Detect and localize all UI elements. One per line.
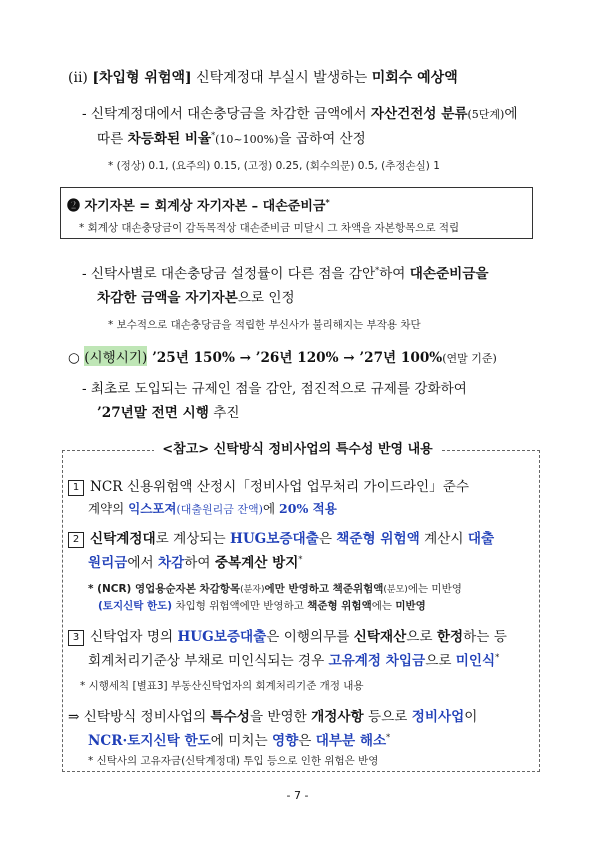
text: 하는 등	[463, 629, 507, 645]
ref-item-2	[68, 527, 494, 548]
text-blue: 원리금	[88, 555, 128, 571]
reference-title-wrap	[0, 438, 595, 457]
text-bold: ’27년말 전면 시행	[97, 405, 209, 421]
heading-bold-2: 미회수 예상액	[371, 70, 458, 86]
ref-item-1-line2	[88, 499, 337, 517]
item-number: 1	[68, 480, 84, 496]
text: 을 곱하여 산정	[278, 131, 366, 147]
text: 은	[318, 531, 337, 547]
text-bold: 차감한 금액을 자기자본	[97, 290, 238, 306]
text-bold: 신탁재산	[353, 629, 407, 645]
text-blue: 차감	[158, 555, 185, 571]
text: 에 미치는	[210, 733, 272, 749]
ref-item-2-note1	[88, 581, 462, 596]
text-bold: 대손준비금을	[409, 266, 489, 282]
text-blue: 책준형 위험액	[336, 531, 420, 547]
paragraph-line	[97, 127, 366, 147]
footnote-mark: *	[386, 733, 391, 742]
text-bold: 에만 반영하고	[264, 583, 333, 595]
conclusion-line2	[88, 729, 390, 749]
text-bold: 자산건전성 분류	[370, 106, 468, 122]
page-number: - 7 -	[286, 789, 309, 802]
text: 하여	[379, 266, 410, 282]
text-bold: 한정	[436, 629, 464, 645]
text-bold: 책준형 위험액	[307, 600, 372, 612]
text: 하여	[184, 555, 215, 571]
ref-item-3-line2	[88, 649, 499, 669]
footnote: * 보수적으로 대손충당금을 적립한 부신사가 불리해지는 부작용 차단	[108, 319, 421, 331]
text: 에는 미반영	[407, 583, 462, 595]
heading-prefix: (ii)	[68, 70, 93, 86]
text: 으로	[406, 629, 437, 645]
text-blue: 고유계정 차입금	[328, 653, 426, 669]
capital-title	[67, 195, 330, 214]
text-bold: 차등화된 비율	[127, 131, 212, 147]
text-small: (연말 기준)	[442, 352, 497, 365]
text-small: (분모)	[383, 585, 408, 595]
text-small: (5단계)	[467, 108, 505, 121]
paragraph-line	[82, 262, 489, 282]
text: ⇒ 신탁방식 정비사업의	[68, 709, 211, 725]
item-number: 3	[68, 630, 84, 646]
text-blue: 대출	[467, 531, 495, 547]
footnote-mark: *	[375, 266, 380, 275]
text: 으로 인정	[237, 290, 295, 306]
highlight-tag: (시행시기)	[84, 346, 147, 366]
bullet-icon: ○	[68, 350, 80, 366]
text: NCR 신용위험액 산정시「정비사업 업무처리 가이드라인」준수	[90, 479, 470, 495]
text: 차입형 위험액에만 반영하고	[172, 600, 308, 612]
footnote: * (정상) 0.1, (요주의) 0.15, (고정) 0.25, (회수의문) 0.5, (추정손실) 1	[108, 160, 440, 172]
text-bold: 신탁계정대	[90, 531, 156, 547]
text-bold: * (NCR) 영업용순자본 차감항목	[88, 583, 241, 595]
footnote-mark: *	[495, 653, 500, 662]
text-blue: 영향	[271, 733, 299, 749]
text: 이	[464, 709, 478, 725]
text-blue: 대부분 해소	[315, 733, 387, 749]
text: 에	[262, 501, 280, 516]
text: 을 반영한	[249, 709, 312, 725]
item-number: 2	[68, 532, 84, 548]
ref-item-2-line2	[88, 551, 302, 571]
ref-item-3-note: * 시행세칙 [별표3] 부동산신탁업자의 회계처리기준 개정 내용	[80, 680, 364, 692]
text-bold: 책준위험액	[332, 583, 384, 595]
text: 에서	[127, 555, 158, 571]
text: 은 이행의무를	[266, 629, 354, 645]
text: 추진	[208, 405, 240, 421]
text-blue: (토지신탁 한도)	[98, 600, 173, 612]
text: 로 계상되는	[155, 531, 230, 547]
paragraph-line	[97, 286, 295, 306]
schedule-text: ’25년 150% → ’26년 120% → ’27년 100%	[147, 350, 443, 366]
text: - 신탁사별로 대손충당금 설정률이 다른 점을 감안	[82, 266, 376, 282]
text-bold: 미반영	[395, 600, 426, 612]
footnote-mark: *	[325, 197, 330, 207]
text-blue: HUG보증대출	[229, 531, 319, 547]
text-small: (대출원리금 잔액)	[176, 503, 263, 516]
conclusion-line1	[68, 705, 477, 725]
text: 계산시	[419, 531, 468, 547]
reference-title: <참고> 신탁방식 정비사업의 특수성 반영 내용	[154, 442, 440, 457]
text-bold: 특수성	[210, 709, 250, 725]
text: 회계처리기준상 부채로 미인식되는 경우	[88, 653, 329, 669]
paragraph-line: - 최초로 도입되는 규제인 점을 감안, 점진적으로 규제를 강화하여	[82, 381, 467, 397]
heading-bold: [차입형 위험액]	[92, 70, 192, 86]
text-small: (10~100%)	[215, 133, 279, 146]
paragraph-line	[82, 102, 517, 122]
capital-box	[60, 187, 533, 239]
text-blue: 익스포져	[128, 501, 177, 516]
text-blue: NCR·토지신탁 한도	[88, 733, 211, 749]
schedule-line	[68, 346, 497, 366]
text: 은	[298, 733, 316, 749]
text-blue: 미인식	[455, 653, 496, 669]
ref-item-2-note2	[98, 598, 426, 613]
text: 신탁업자 명의	[90, 629, 178, 645]
text-bold: 개정사항	[311, 709, 364, 725]
text: 으로	[425, 653, 456, 669]
text: 계약의	[88, 501, 129, 516]
section-heading	[68, 67, 458, 87]
text: - 신탁계정대에서 대손충당금을 차감한 금액에서	[82, 106, 371, 122]
ref-item-3	[68, 625, 507, 646]
text: 따른	[97, 131, 128, 147]
text-small: (분자)	[240, 585, 265, 595]
text-blue: HUG보증대출	[177, 629, 267, 645]
capital-note: * 회계상 대손충당금이 감독목적상 대손준비금 미달시 그 차액을 자본항목으로 적립	[79, 222, 460, 234]
text-blue: 20% 적용	[279, 501, 337, 516]
text: 등으로	[363, 709, 412, 725]
text: 에는	[371, 600, 396, 612]
ref-item-1	[68, 475, 469, 496]
paragraph-line	[97, 401, 240, 421]
text: 에	[504, 106, 518, 122]
footnote-mark: *	[298, 555, 303, 564]
heading-mid: 신탁계정대 부실시 발생하는	[191, 70, 372, 86]
text-blue: 정비사업	[411, 709, 465, 725]
footnote-mark: *	[211, 131, 216, 140]
conclusion-note: * 신탁사의 고유자금(신탁계정대) 투입 등으로 인한 위험은 반영	[88, 755, 379, 767]
text-bold: 중복계산 방지	[214, 555, 299, 571]
text: ❷ 자기자본 = 회계상 자기자본 – 대손준비금	[67, 199, 326, 214]
